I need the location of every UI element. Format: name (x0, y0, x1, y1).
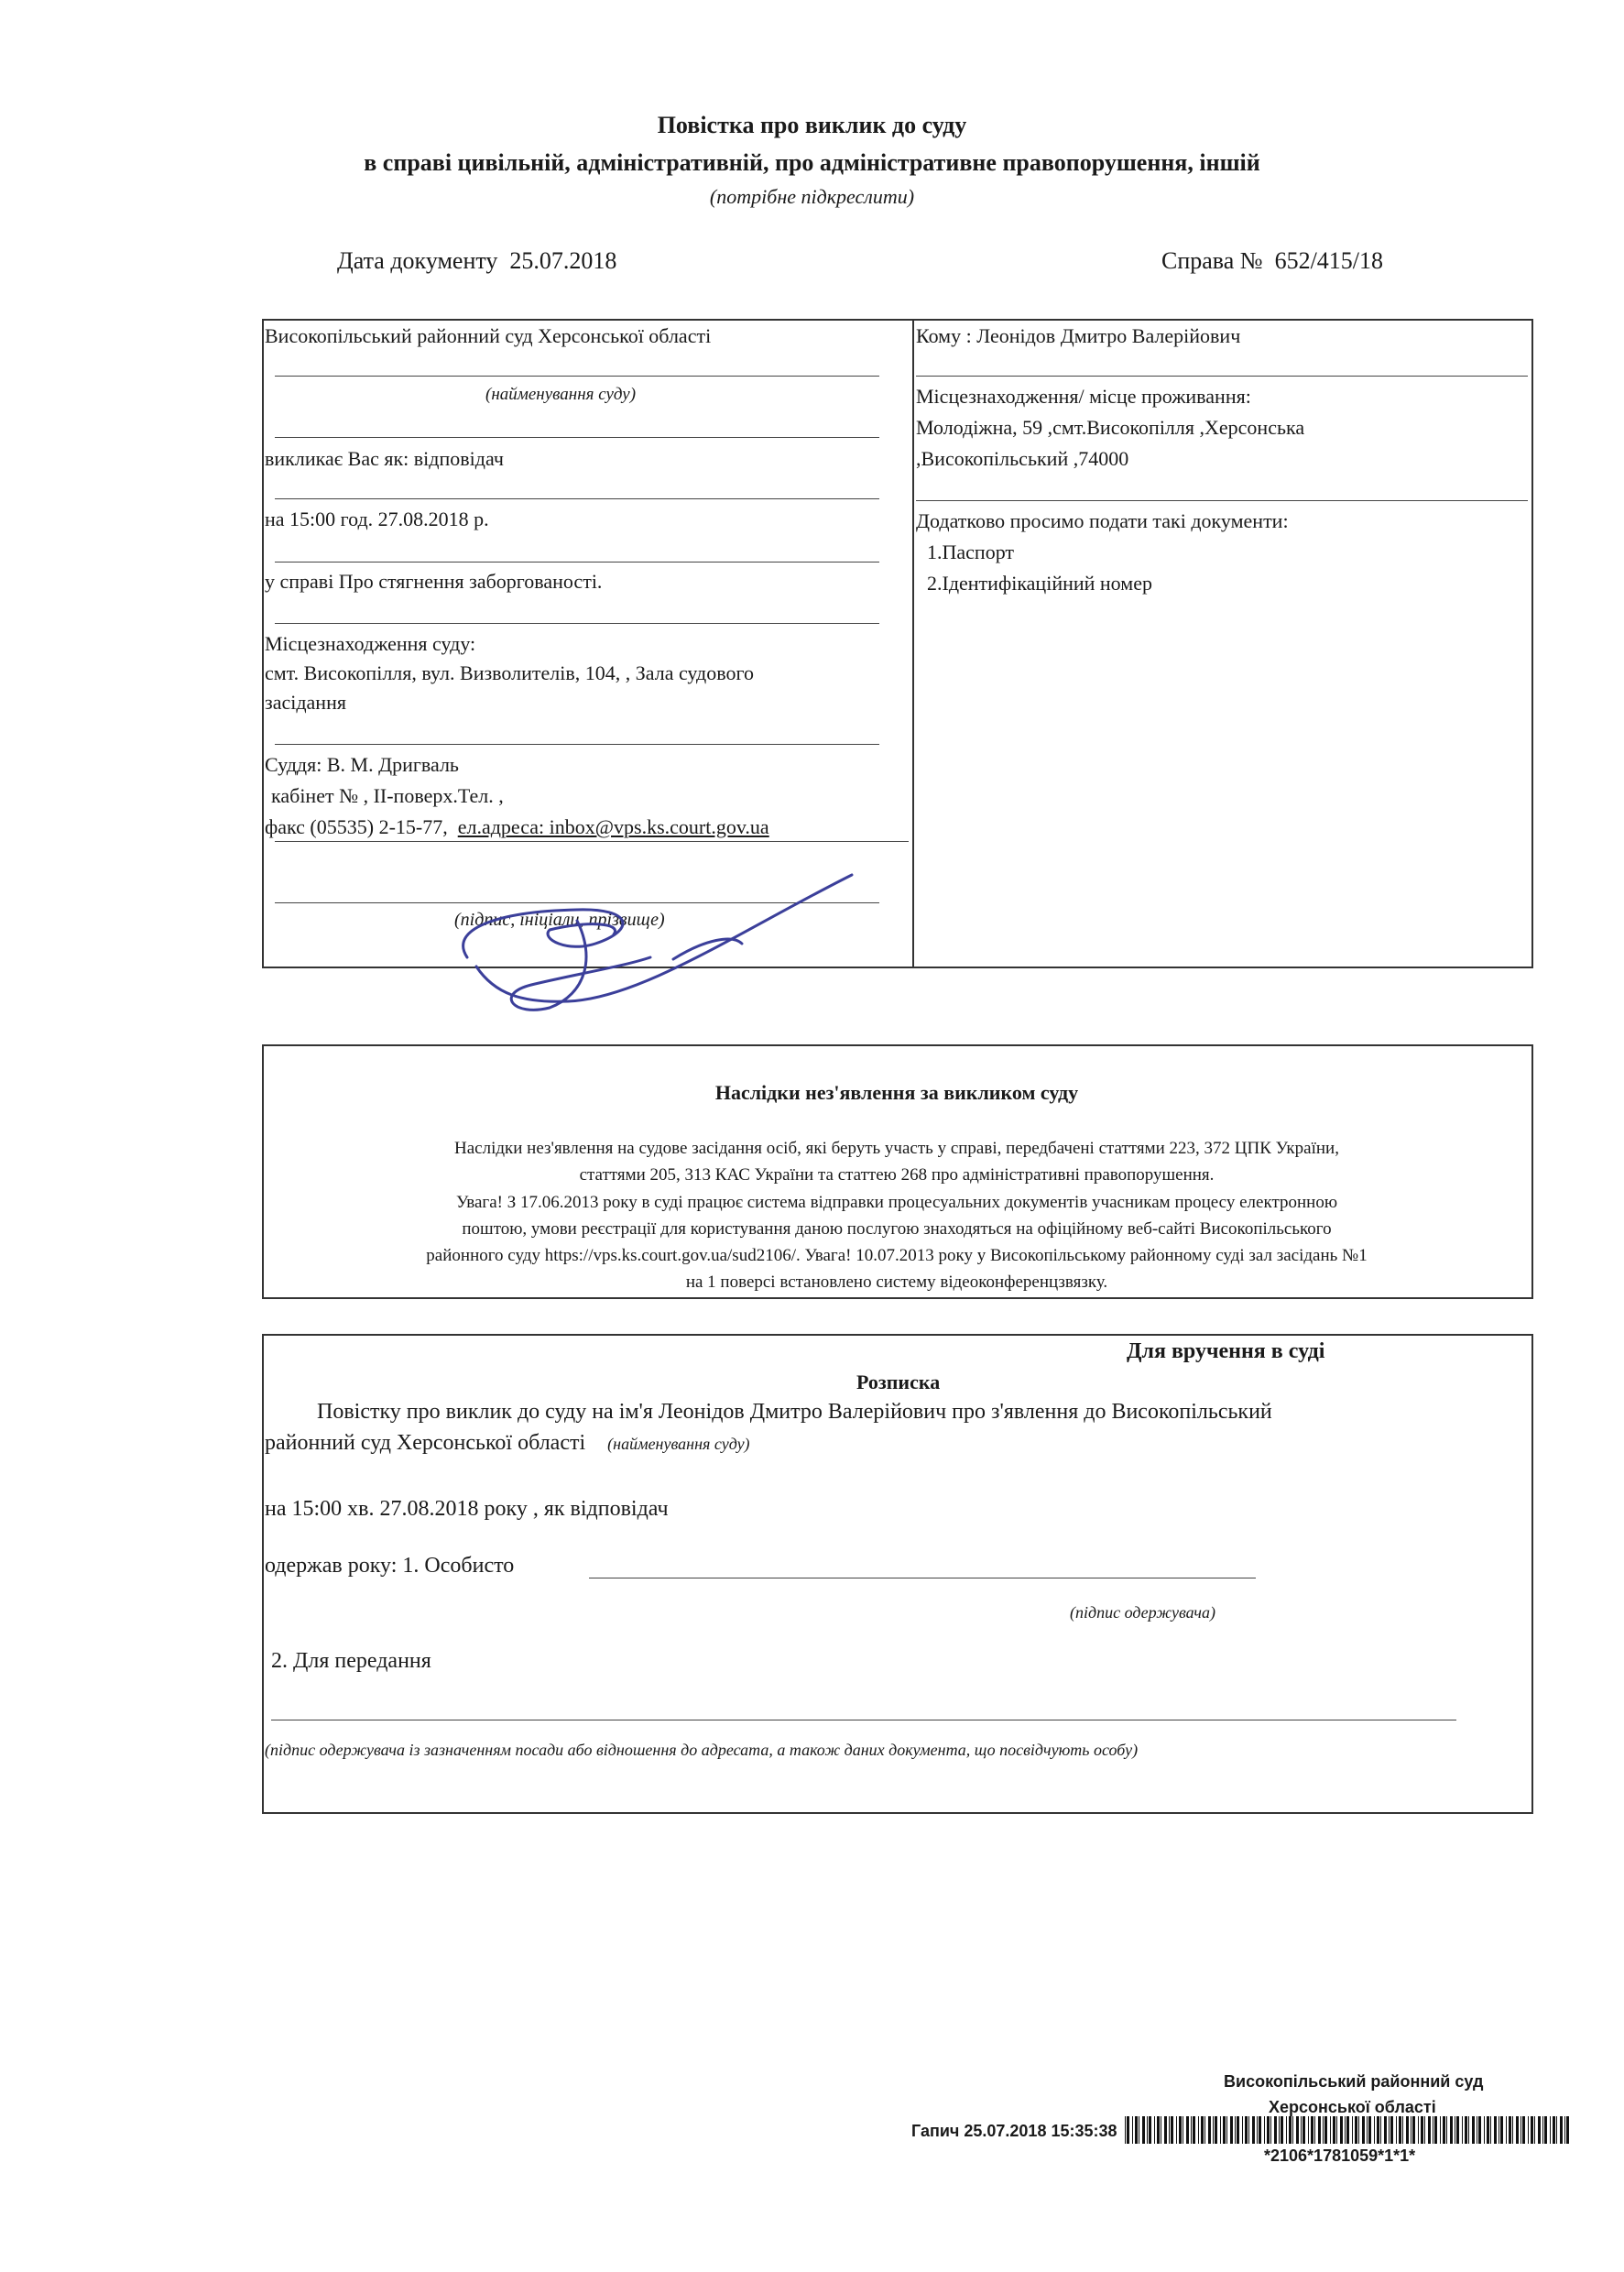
case-number (1161, 247, 1383, 275)
rule (275, 744, 879, 745)
recipient: Кому : Леонідов Дмитро Валерійович (916, 324, 1241, 347)
receipt-line-2 (265, 1431, 750, 1456)
receipt-title: Розписка (856, 1371, 941, 1393)
judge: Суддя: В. М. Дригваль (265, 753, 459, 776)
court-location-line-2: засідання (265, 691, 346, 714)
receipt-court-hint: (найменування суду) (607, 1435, 750, 1453)
document-date (337, 247, 616, 275)
consequences-line-6: на 1 поверсі встановлено систему відеоконференцзвязку. (685, 1273, 1108, 1292)
receipt-line-1: Повістку про виклик до суду на ім'я Леонідов Дмитро Валерійович про з'явлення до Високопільський (317, 1400, 1272, 1424)
office: кабінет № , ІІ-поверх.Тел. , (271, 784, 504, 807)
title-line-1: Повістка про виклик до суду (657, 112, 967, 138)
consequences-title: Наслідки нез'явлення за викликом суду (714, 1081, 1079, 1104)
registrar-stamp: Гапич 25.07.2018 15:35:38 (911, 2122, 1117, 2140)
court-name-hint: (найменування суду) (485, 385, 637, 404)
received-personally: одержав року: 1. Особисто (265, 1554, 515, 1578)
rule (275, 562, 879, 563)
rule (275, 623, 879, 624)
address-line-2: ,Високопільський ,74000 (916, 447, 1129, 470)
barcode-icon (1125, 2116, 1574, 2144)
date-label: Дата документу (337, 247, 498, 274)
rule (275, 437, 879, 438)
transfer-hint: (підпис одержувача із зазначенням посади або відношення до адресата, а також даних документа, що посвідчують особу) (265, 1741, 1139, 1759)
email-link[interactable]: ел.адреса: inbox@vps.ks.court.gov.ua (457, 815, 769, 838)
rule (916, 376, 1528, 377)
court-location-line-1: смт. Високопілля, вул. Визволителів, 104, , Зала судового (265, 661, 754, 684)
receipt-court-name: районний суд Херсонської області (265, 1431, 586, 1455)
rule (916, 500, 1528, 501)
document-item-2: 2.Ідентифікаційний номер (927, 572, 1152, 595)
documents-label: Додатково просимо подати такі документи: (916, 509, 1289, 532)
address-label: Місцезнаходження/ місце проживання: (916, 385, 1251, 408)
barcode-text: *2106*1781059*1*1* (1264, 2146, 1416, 2165)
case-label: Справа № (1161, 247, 1263, 274)
fax: факс (05535) 2-15-77, (265, 815, 448, 838)
consequences-line-4: поштою, умови реєстрації для користування даною послугою знаходяться на офіційному веб-сайті Високопільського (462, 1219, 1332, 1239)
title-line-2: в справі цивільній, адміністративній, про адміністративне правопорушення, іншій (364, 149, 1260, 176)
case-value: 652/415/18 (1274, 247, 1384, 274)
rule (275, 498, 879, 499)
transfer-label: 2. Для передання (271, 1649, 431, 1673)
hearing-time: на 15:00 год. 27.08.2018 р. (265, 508, 489, 530)
document-item-1: 1.Паспорт (927, 541, 1015, 563)
stamp-court-line-1: Високопільський районний суд (1224, 2072, 1484, 2091)
consequences-line-1: Наслідки нез'явлення на судове засідання осіб, які беруть участь у справі, передбачені статтями 223, 372 ЦПК України, (454, 1139, 1339, 1158)
contacts (265, 815, 769, 839)
receipt-time: на 15:00 хв. 27.08.2018 року , як відповідач (265, 1497, 669, 1521)
case-subject: у справі Про стягнення заборгованості. (265, 570, 603, 593)
summons-as: викликає Вас як: відповідач (265, 447, 504, 470)
consequences-line-5: районного суду https://vps.ks.court.gov.ua/sud2106/. Увага! 10.07.2013 року у Високопільському районному суді зал засідань №1 (426, 1246, 1368, 1265)
rule (275, 376, 879, 377)
signature-hint: (підпис, ініціали, прізвище) (454, 910, 665, 930)
recipient-signature-hint: (підпис одержувача) (1070, 1603, 1215, 1622)
for-court: Для вручення в суді (1127, 1339, 1325, 1363)
stamp-court-line-2: Херсонської області (1269, 2098, 1436, 2116)
address-line-1: Молодіжна, 59 ,смт.Високопілля ,Херсонська (916, 416, 1305, 439)
court-location-label: Місцезнаходження суду: (265, 632, 476, 655)
rule (275, 841, 909, 842)
judge-signature-icon (440, 857, 916, 1040)
consequences-line-3: Увага! З 17.06.2013 року в суді працює система відправки процесуальних документів учасникам процесу електронною (455, 1193, 1338, 1212)
title-note: (потрібне підкреслити) (709, 185, 915, 208)
court-name: Високопільський районний суд Херсонської області (265, 324, 712, 347)
consequences-line-2: статтями 205, 313 КАС України та статтею 268 про адміністративні правопорушення. (579, 1165, 1215, 1185)
date-value: 25.07.2018 (509, 247, 617, 274)
